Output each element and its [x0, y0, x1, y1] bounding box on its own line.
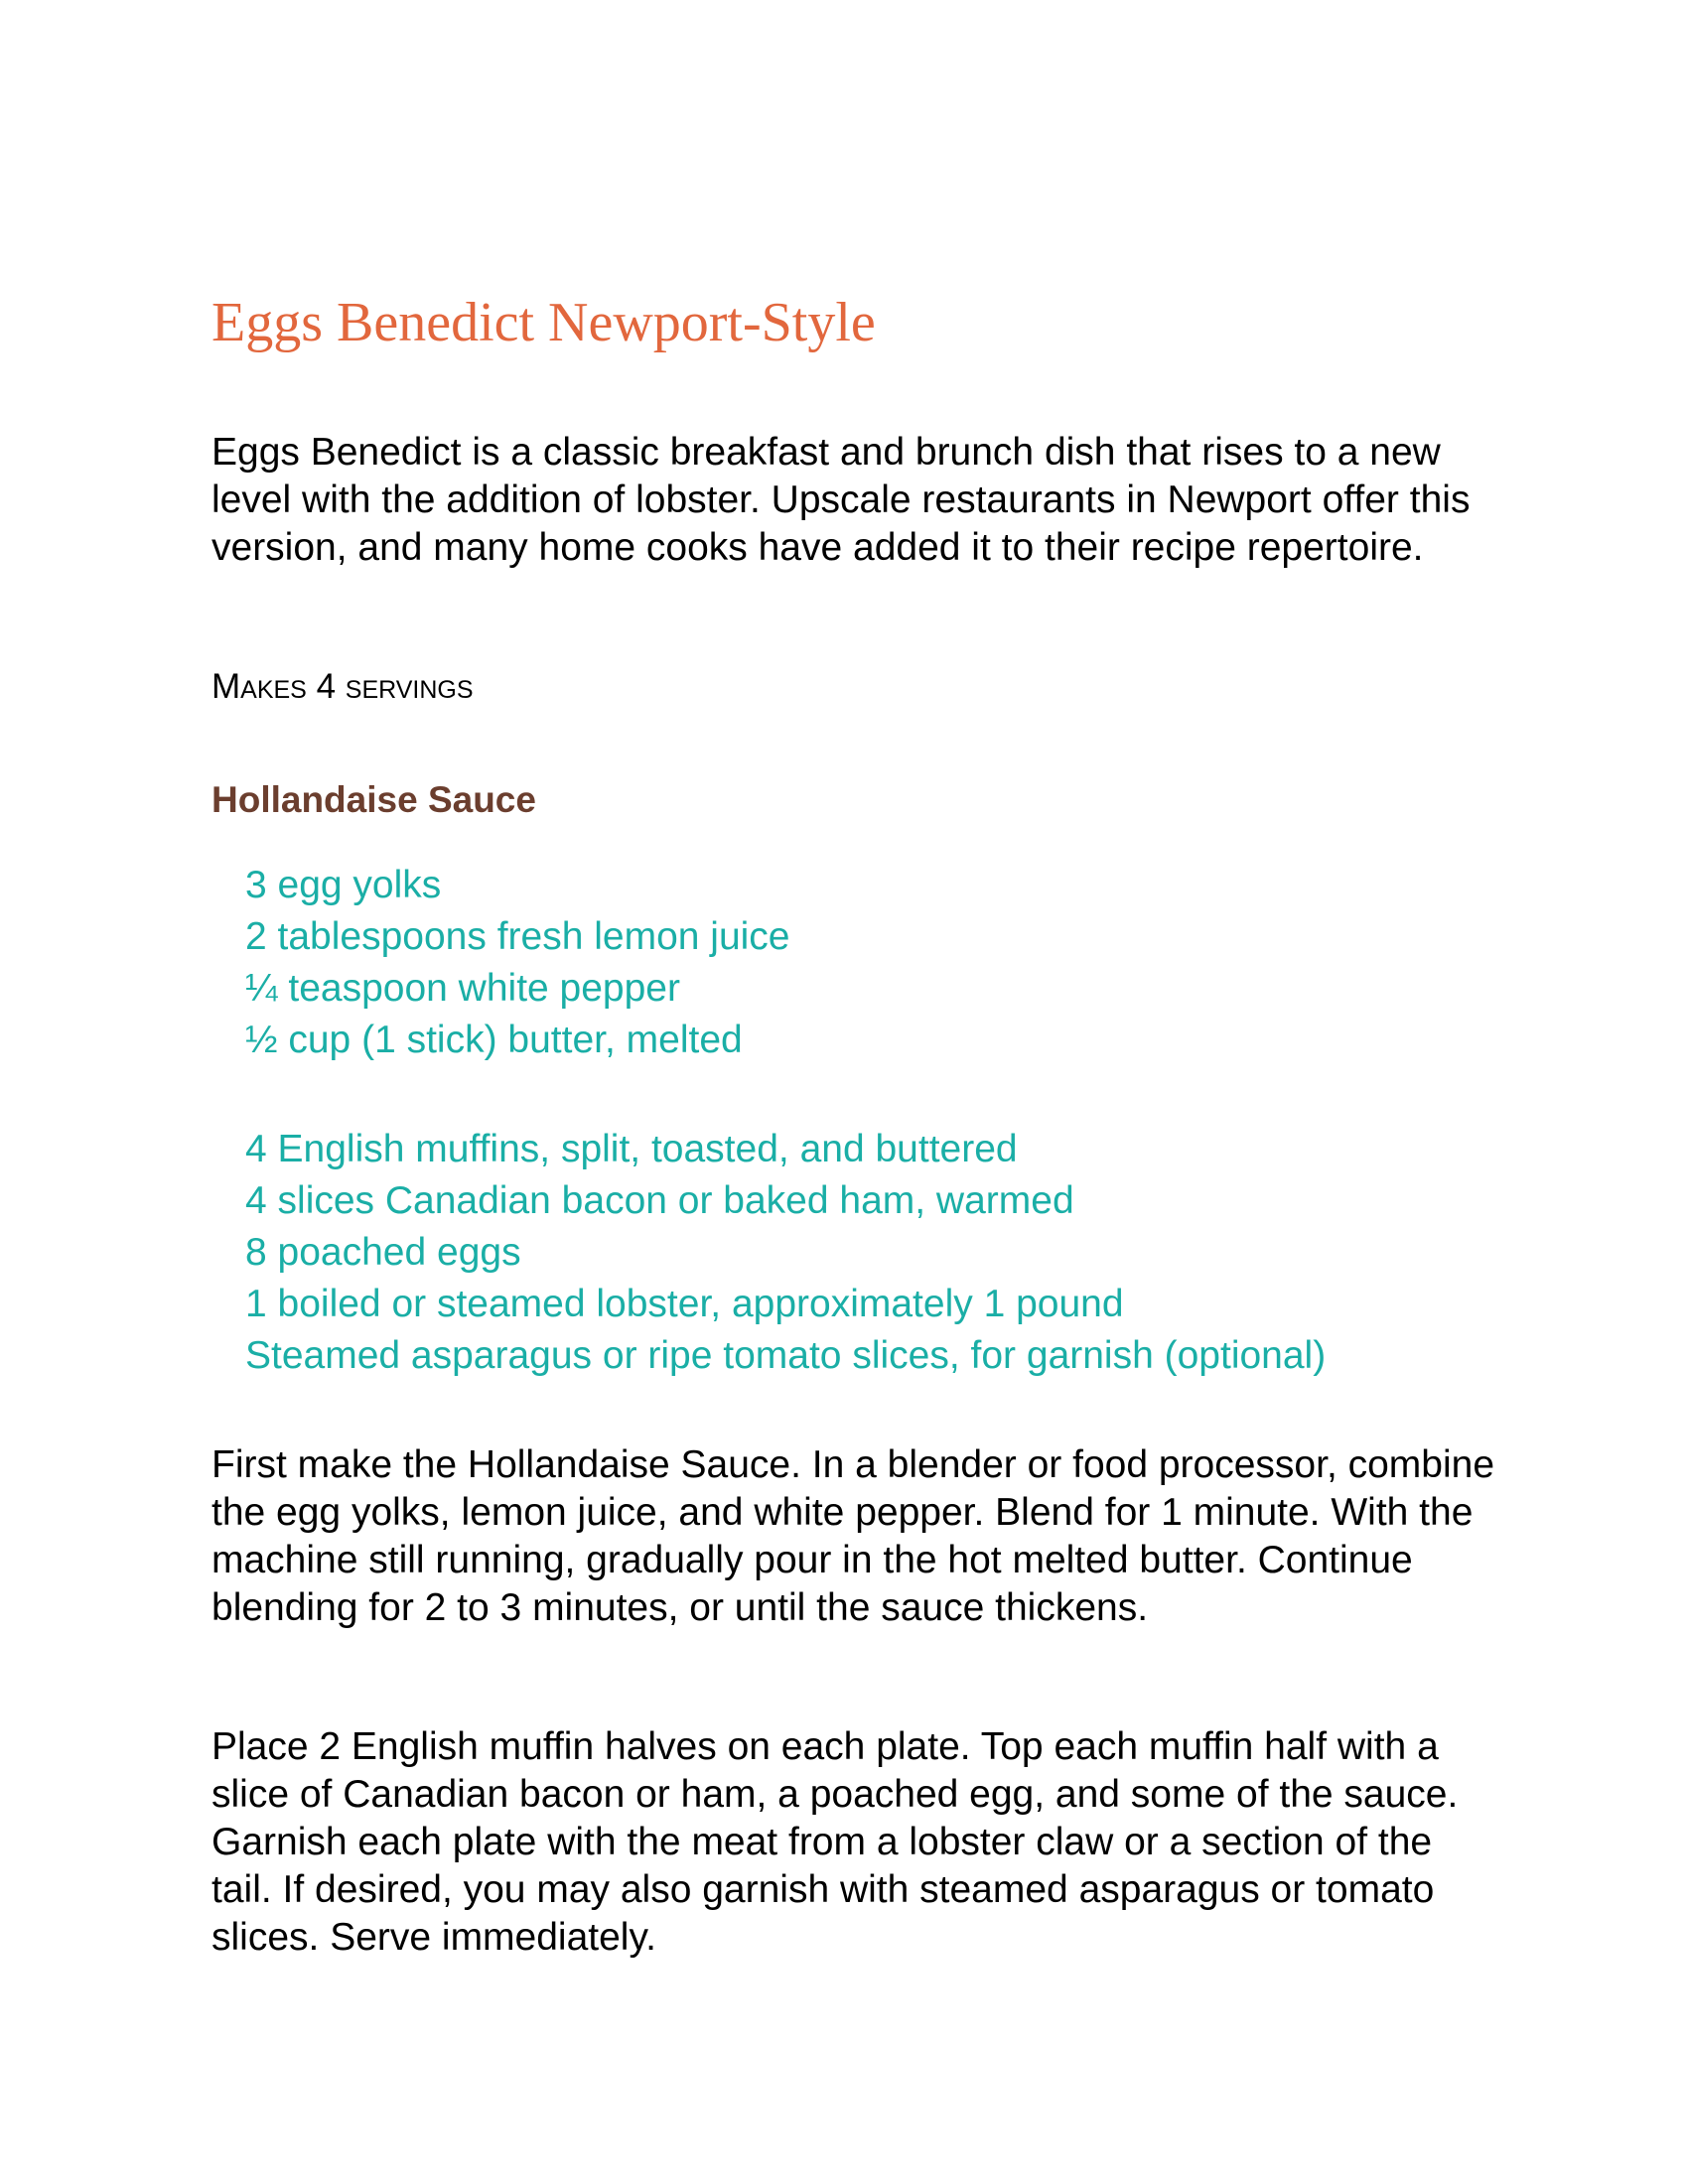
hollandaise-heading: Hollandaise Sauce — [211, 779, 536, 820]
sauce-ingredient-list — [245, 860, 790, 1066]
servings-note: Makes 4 servings — [211, 667, 474, 706]
ingredient-item: 1 boiled or steamed lobster, approximately 1 pound — [245, 1283, 1124, 1325]
recipe-title: Eggs Benedict Newport-Style — [211, 292, 876, 353]
recipe-intro: Eggs Benedict is a classic breakfast and brunch dish that rises to a new level with the addition of lobster. Upscale restaurants in Newport offer this version, and many home cooks have added it to their recipe repertoire. — [211, 431, 1471, 569]
ingredient-item: 3 egg yolks — [245, 864, 442, 906]
instruction-step-1: First make the Hollandaise Sauce. In a blender or food processor, combine the egg yolks, lemon juice, and white pepper. Blend for 1 minute. With the machine still running, gradually pour in the hot melted butter. Continue blending for 2 to 3 minutes, or until the sauce thickens. — [211, 1443, 1495, 1629]
ingredient-item: 2 tablespoons fresh lemon juice — [245, 915, 790, 958]
ingredient-item: 4 English muffins, split, toasted, and buttered — [245, 1128, 1018, 1170]
ingredient-item: 4 slices Canadian bacon or baked ham, warmed — [245, 1179, 1074, 1222]
ingredient-item: Steamed asparagus or ripe tomato slices, for garnish (optional) — [245, 1334, 1327, 1377]
recipe-page — [211, 0, 1502, 2184]
ingredient-item: 8 poached eggs — [245, 1231, 521, 1274]
instruction-step-2: Place 2 English muffin halves on each plate. Top each muffin half with a slice of Canadian bacon or ham, a poached egg, and some of the sauce. Garnish each plate with the meat from a lobster claw or a section of the tail. If desired, you may also garnish with steamed asparagus or tomato slices. Serve immediately. — [211, 1725, 1459, 1959]
ingredient-item: ¼ teaspoon white pepper — [245, 967, 680, 1010]
ingredient-item: ½ cup (1 stick) butter, melted — [245, 1019, 743, 1061]
main-ingredient-list — [245, 1124, 1326, 1382]
